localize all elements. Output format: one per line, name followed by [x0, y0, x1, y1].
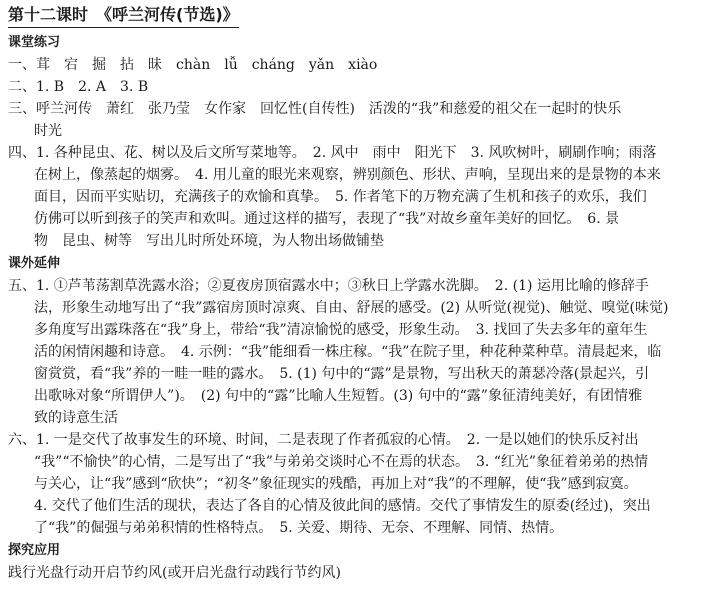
answer-q3-line-2: 时光 [34, 123, 62, 139]
answer-q6-line-5: 了“我”的倔强与弟弟积情的性格特点。 5. 关爱、期待、无奈、不理解、同情、热情。 [34, 520, 564, 536]
answer-q5-line-1: 五、1. ①芦苇荡割草洗露水浴；②夏夜房顶宿露水中；③秋日上学露水洗脚。 2. (1) 运用比喻的修辞手 [8, 278, 649, 294]
section-heading-application: 探究应用 [8, 543, 61, 558]
answer-q5-line-5: 窗赏赏，看“我”养的一畦一畦的露水。 5. (1) 句中的“露”是景物，写出秋天的萧瑟冷落(景起兴，引 [34, 366, 650, 382]
answer-q4-line-3: 面目，因而平实贴切，充满孩子的欢愉和真挚。 5. 作者笔下的万物充满了生机和孩子的欢乐，我们 [34, 189, 647, 205]
answer-q2: 二、1. B 2. A 3. B [8, 79, 149, 95]
answer-q6-line-3: 与关心，让“我”感到“欣快”；“初冬”象征现实的残酷，再加上对“我”的不理解，使“我”感到寂寞。 [34, 476, 638, 492]
page-title: 第十二课时 《呼兰河传(节选)》 [8, 4, 239, 28]
answer-q6-line-2: “我”“不愉快”的心情，二是写出了“我”与弟弟交谈时心不在焉的状态。 3. “红光”象征着弟弟的热情 [34, 454, 649, 470]
answer-q5-line-4: 活的闲情闲趣和诗意。 4. 示例：“我”能细看一株庄稼。“我”在院子里，种花种菜种草。清晨起来，临 [34, 344, 662, 360]
section-heading-classroom: 课堂练习 [8, 35, 61, 50]
answer-q6-line-1: 六、1. 一是交代了故事发生的环境、时间，二是表现了作者孤寂的心情。 2. 一是以她们的快乐反衬出 [8, 432, 639, 448]
answer-q5-line-7: 致的诗意生活 [34, 410, 118, 426]
answer-q4-line-5: 物 昆虫、树等 写出儿时所处环境，为人物出场做铺垫 [34, 233, 384, 249]
answer-q4-line-4: 仿佛可以听到孩子的笑声和欢叫。通过这样的描写，表现了“我”对故乡童年美好的回忆。 6. 景 [34, 211, 620, 227]
answer-q6-line-4: 4. 交代了他们生活的现状，表达了各自的心情及彼此间的感情。交代了事情发生的原委(经过)，突出 [34, 498, 651, 514]
answer-q4-line-2: 在树上，像蒸起的烟雾。 4. 用儿童的眼光来观察，辨别颜色、形状、声响，呈现出来的是景物的本来 [34, 167, 661, 183]
answer-q1: 一、茸 宕 掘 拈 昧 chàn lǚ cháng yǎn xiào [8, 57, 378, 73]
answer-q3-line-1: 三、呼兰河传 萧红 张乃莹 女作家 回忆性(自传性) 活泼的“我”和慈爱的祖父在一起时的快乐 [8, 101, 622, 117]
section-heading-extension: 课外延伸 [8, 256, 61, 271]
answer-q5-line-2: 法，形象生动地写出了“我”露宿房顶时凉爽、自由、舒展的感受。(2) 从听觉(视觉)、触觉、嗅觉(味觉) [34, 300, 669, 316]
answer-q4-line-1: 四、1. 各种昆虫、花、树以及后文所写菜地等。 2. 风中 雨中 阳光下 3. 风吹树叶，刷刷作响；雨落 [8, 145, 657, 161]
answer-q7: 践行光盘行动开启节约风(或开启光盘行动践行节约风) [8, 565, 341, 581]
answer-q5-line-6: 出歌咏对象“所谓伊人”)。 (2) 句中的“露”比喻人生短暂。(3) 句中的“露”象征清纯美好，有团情雅 [34, 388, 642, 404]
answer-q5-line-3: 多角度写出露珠落在“我”身上，带给“我”清凉愉悦的感受，形象生动。 3. 找回了失去多年的童年生 [34, 322, 648, 338]
